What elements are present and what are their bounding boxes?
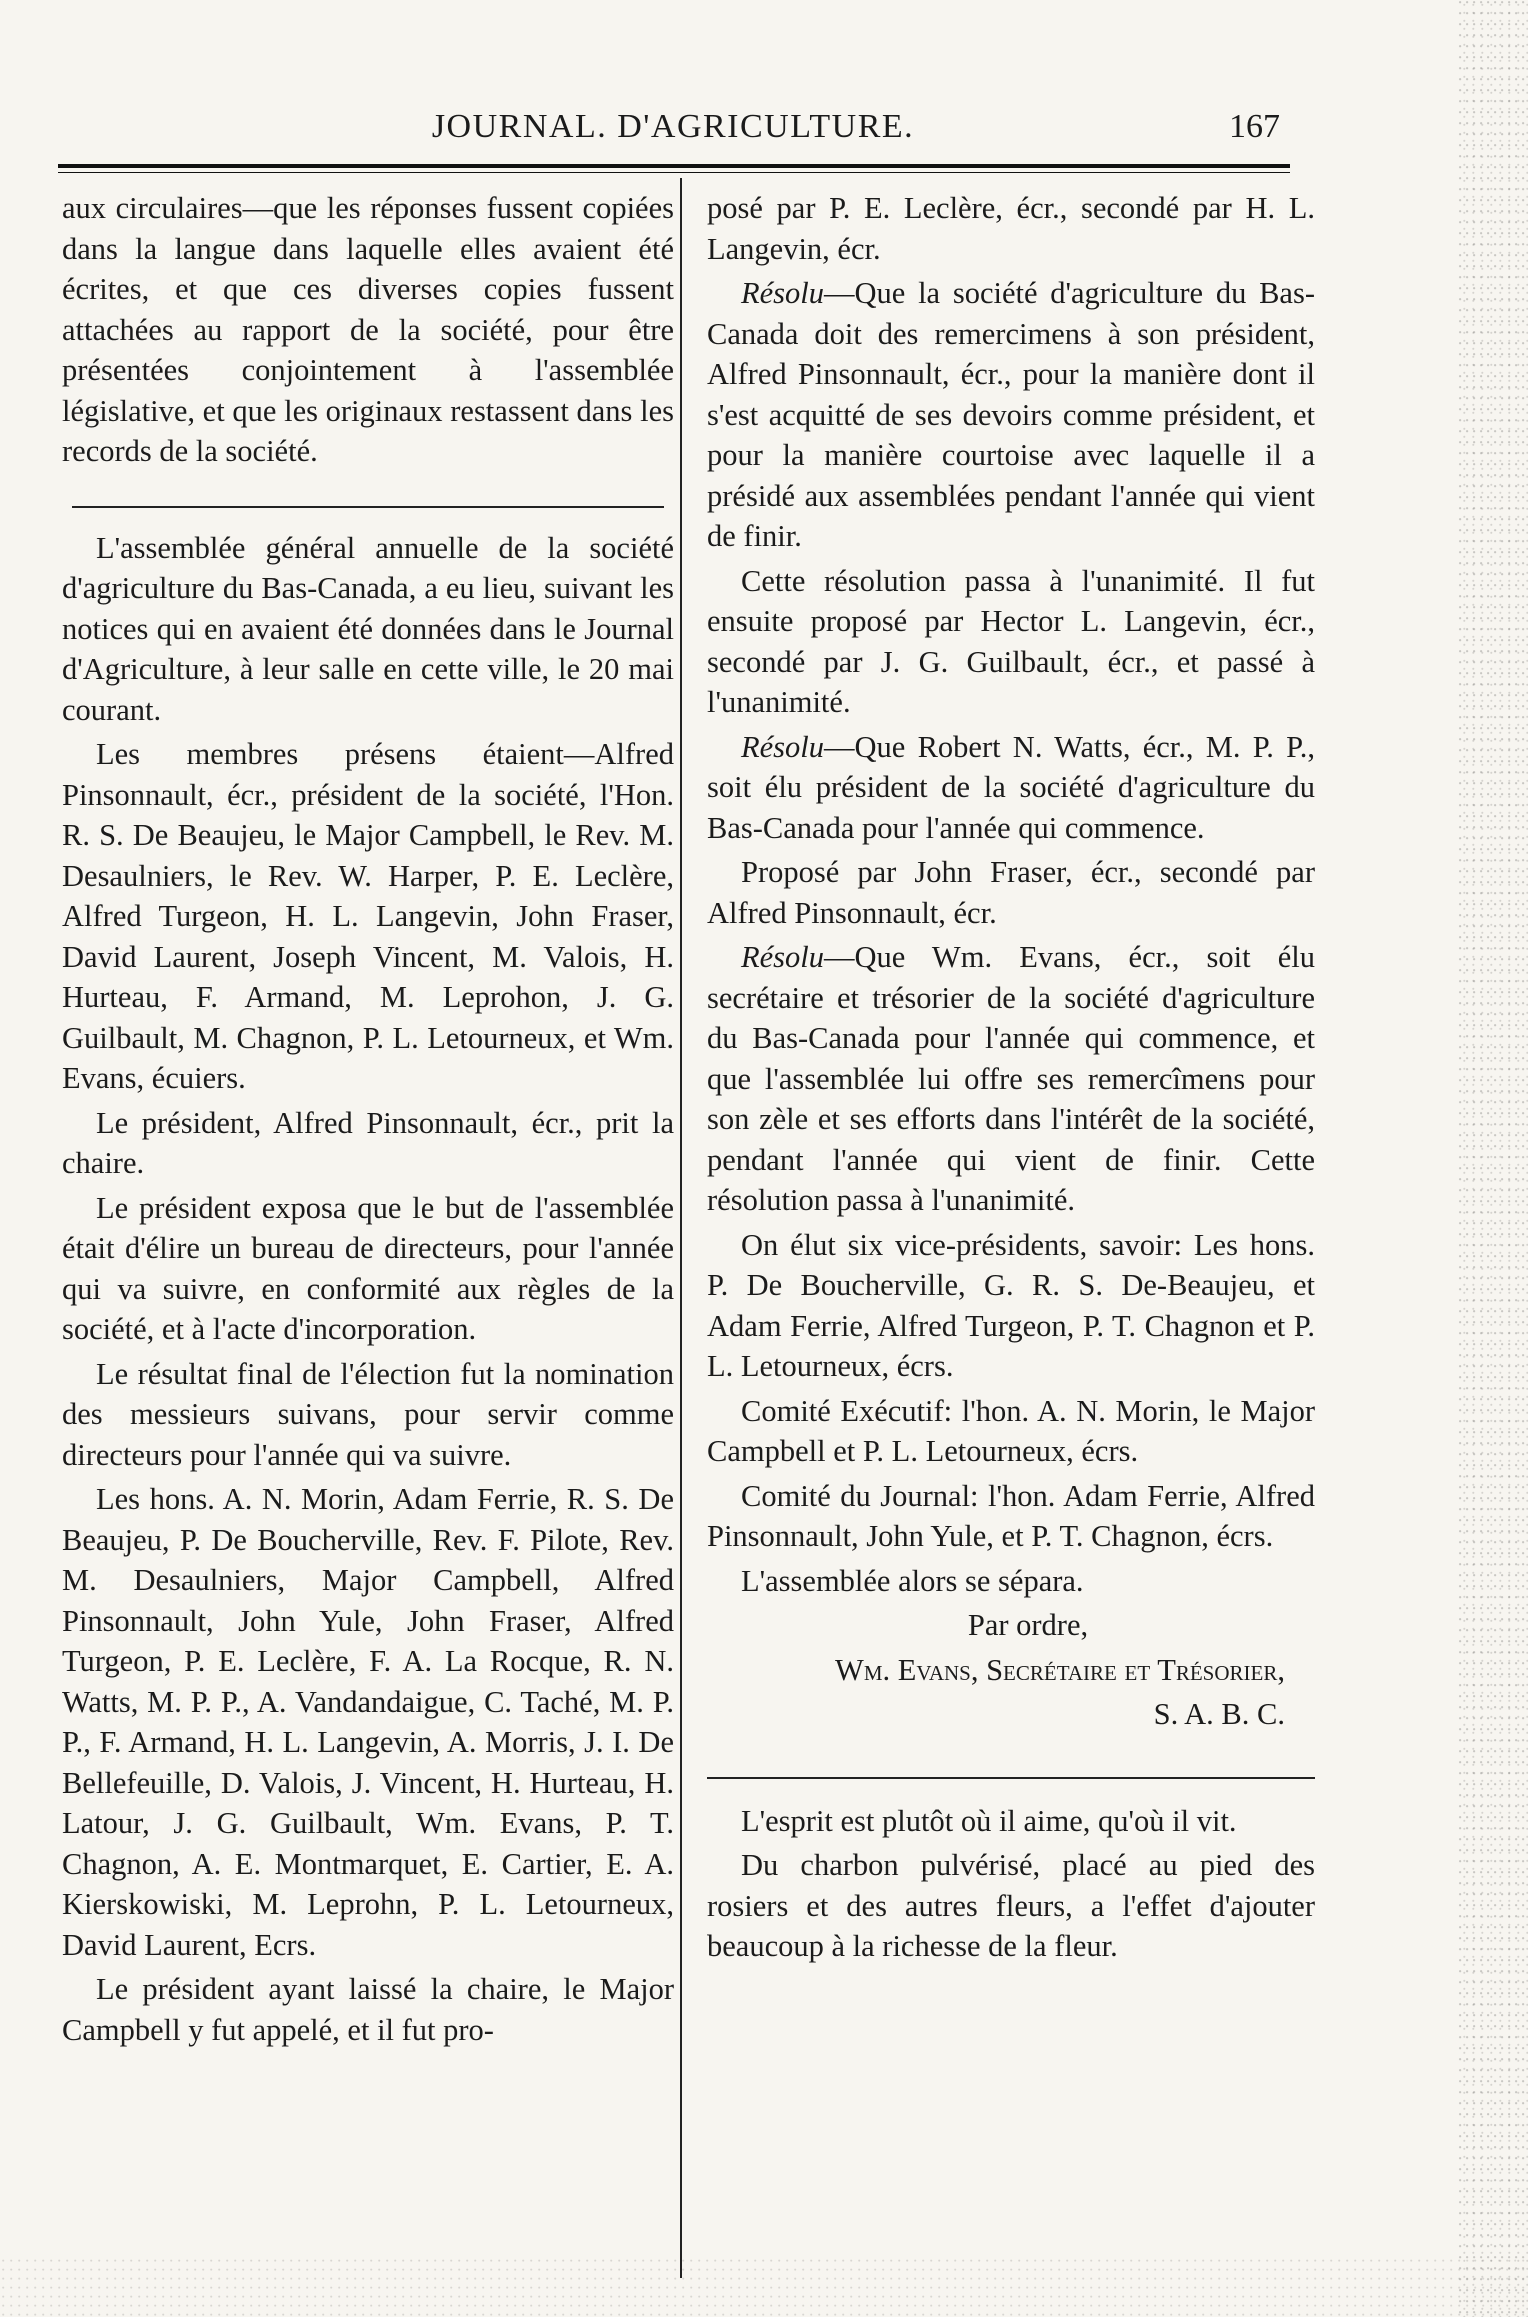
resolu-label: Résolu [741,276,825,310]
paragraph: L'assemblée alors se sépara. [741,1563,1084,1598]
resolu-label: Résolu [741,940,825,974]
paragraph-text: —Que Robert N. Watts, écr., M. P. P., soit élu président de la société d'agriculture du Bas-Canada pour l'année qui commence. [707,729,1315,845]
paragraph: Les hons. A. N. Morin, Adam Ferrie, R. S. De Beaujeu, P. De Boucherville, Rev. F. Pilote, Rev. M. Desaulniers, Major Campbell, Alfred Pinsonnault, John Yule, John Fraser, Alfred Turgeon, P. E. Leclère, F. A. La Rocque, R. N. Watts, M. P. P., A. Vandandaigue, C. Taché, M. P. P., F. Armand, H. L. Langevin, A. Morris, J. I. De Bellefeuille, D. Valois, J. Vincent, H. Hurteau, H. Latour, J. G. Guilbault, Wm. Evans, P. T. Chagnon, A. E. Montmarquet, E. Cartier, E. A. Kierskowiski, M. Leprohn, P. L. Letourneux, David Laurent, Ecrs. [62,1482,674,1962]
paragraph: Comité du Journal: l'hon. Adam Ferrie, Alfred Pinsonnault, John Yule, et P. T. Chagnon, écrs. [707,1478,1315,1553]
paragraph [707,937,1315,1221]
paragraph: On élut six vice-présidents, savoir: Les hons. P. De Boucherville, G. R. S. De-Beaujeu, et Adam Ferrie, Alfred Turgeon, P. T. Chagnon et P. L. Letourneux, écrs. [707,1227,1315,1383]
paragraph: Le résultat final de l'élection fut la nomination des messieurs suivans, pour servir comme directeurs pour l'année qui va suivre. [62,1356,674,1472]
resolu-label: Résolu [741,729,825,764]
paragraph: Du charbon pulvérisé, placé au pied des rosiers et des autres fleurs, a l'effet d'ajouter beaucoup à la richesse de la fleur. [707,1848,1315,1963]
column-divider [680,178,682,2278]
page-edge-speckle [1458,0,1528,2317]
right-column [707,188,1315,1971]
paragraph-text: —Que la société d'agriculture du Bas-Canada doit des remercimens à son président, Alfred Pinsonnault, écr., pour la manière dont il s'est acquitté de ses devoirs comme président, et pour la manière courtoise avec laquelle il a présidé aux assemblées pendant l'année qui vient de finir. [707,276,1315,553]
signature-name: Wm. Evans, Secrétaire et Trésorier, [835,1652,1285,1687]
header-rule [58,164,1290,173]
page-number: 167 [1229,108,1280,145]
paragraph: L'assemblée général annuelle de la société d'agriculture du Bas-Canada, a eu lieu, suivant les notices qui en avaient été données dans le Journal d'Agriculture, à leur salle en cette ville, le 20 mai courant. [62,530,674,727]
paragraph [707,727,1315,849]
page-bottom-speckle [0,2257,1528,2317]
signature-org: S. A. B. C. [1153,1697,1285,1731]
paragraph: Le président exposa que le but de l'assemblée était d'élire un bureau de directeurs, pour l'année qui va suivre, en conformité aux règles de la société, et à l'acte d'incorporation. [62,1190,674,1346]
paragraph-text: —Que Wm. Evans, écr., soit élu secrétaire et trésorier de la société d'agriculture du Bas-Canada pour l'année qui commence, et que l'assemblée lui offre ses remercîmens pour son zèle et ses efforts dans l'intérêt de la société, pendant l'année qui vient de finir. Cette résolution passa à l'unanimité. [707,940,1315,1217]
left-column [62,188,674,2054]
journal-title: JOURNAL. D'AGRICULTURE. [431,108,915,145]
paragraph: Le président ayant laissé la chaire, le Major Campbell y fut appelé, et il fut pro- [62,1972,674,2047]
paragraph: Le président, Alfred Pinsonnault, écr., prit la chaire. [62,1105,674,1180]
paragraph: Les membres présens étaient—Alfred Pinsonnault, écr., président de la société, l'Hon. R. S. De Beaujeu, le Major Campbell, le Rev. M. Desaulniers, le Rev. W. Harper, P. E. Leclère, Alfred Turgeon, H. L. Langevin, John Fraser, David Laurent, Joseph Vincent, M. Valois, H. Hurteau, F. Armand, M. Leprohon, J. G. Guilbault, M. Chagnon, P. L. Letourneux, et Wm. Evans, écuiers. [62,737,674,1095]
signature-order: Par ordre, [967,1608,1089,1642]
paragraph: Comité Exécutif: l'hon. A. N. Morin, le Major Campbell et P. L. Letourneux, écrs. [707,1393,1315,1468]
section-separator [707,1777,1315,1779]
paragraph: Proposé par John Fraser, écr., secondé par Alfred Pinsonnault, écr. [707,855,1315,930]
paragraph: L'esprit est plutôt où il aime, qu'où il vit. [741,1803,1237,1838]
paragraph: Cette résolution passa à l'unanimité. Il fut ensuite proposé par Hector L. Langevin, écr., secondé par J. G. Guilbault, écr., et passé à l'unanimité. [707,563,1315,719]
paragraph: aux circulaires—que les réponses fussent copiées dans la langue dans laquelle elles avaient été écrites, et que ces diverses copies fussent attachées au rapport de la société, pour être présentées conjointement à l'assemblée législative, et que les originaux restassent dans les records de la société. [62,191,674,468]
section-separator [72,506,664,508]
page-header [58,108,1288,158]
paragraph [707,273,1315,557]
paragraph: posé par P. E. Leclère, écr., secondé par H. L. Langevin, écr. [707,191,1315,266]
